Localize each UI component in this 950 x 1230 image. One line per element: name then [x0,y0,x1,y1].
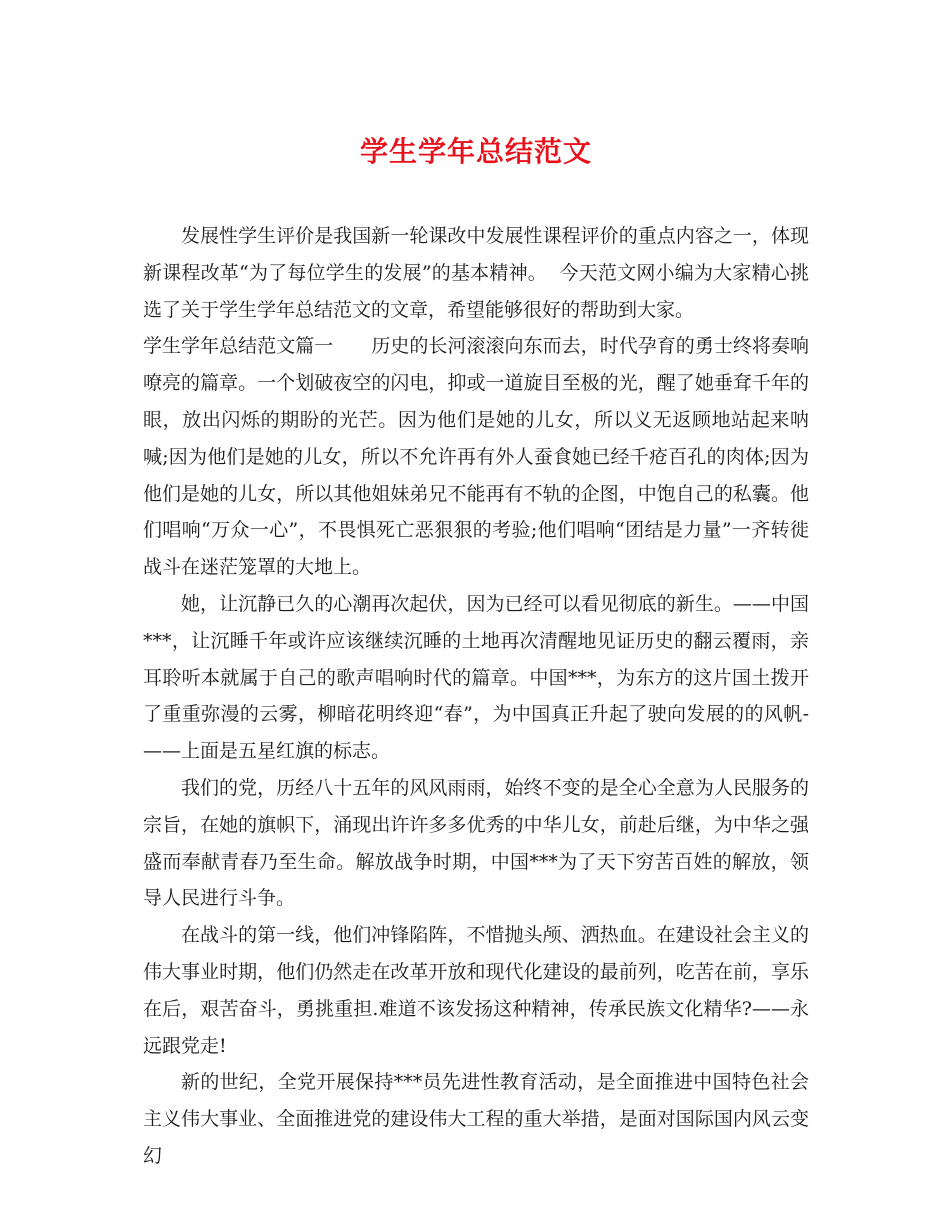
document-page [143,130,809,1175]
paragraph-new-century: 新的世纪，全党开展保持***员先进性教育活动，是全面推进中国特色社会主义伟大事业、全面推进党的建设伟大工程的重大举措，是面对国际国内风云变幻 [143,1071,809,1167]
paragraph-section-one: 学生学年总结范文篇一 历史的长河滚滚向东而去，时代孕育的勇士终将奏响嘹亮的篇章。一个划破夜空的闪电，抑或一道旋目至极的光，醒了她垂耷千年的眼，放出闪烁的期盼的光芒。因为他们是她的儿女，所以义无返顾地站起来呐喊;因为他们是她的儿女，所以不允许再有外人蚕食她已经千疮百孔的肉体;因为他们是她的儿女，所以其他姐妹弟兄不能再有不轨的企图，中饱自己的私囊。他们唱响“万众一心”，不畏惧死亡恶狠狠的考验;他们唱响“团结是力量”一齐转徙战斗在迷茫笼罩的大地上。 [143,335,809,579]
paragraph-intro: 发展性学生评价是我国新一轮课改中发展性课程评价的重点内容之一，体现新课程改革“为了每位学生的发展”的基本精神。 今天范文网小编为大家精心挑选了关于学生学年总结范文的文章，希望能够很好的帮助到大家。 [143,225,809,321]
paragraph-new-life: 她，让沉静已久的心潮再次起伏，因为已经可以看见彻底的新生。——中国***，让沉睡千年或许应该继续沉睡的土地再次清醒地见证历史的翻云覆雨，亲耳聆听本就属于自己的歌声唱响时代的篇章。中国***，为东方的这片国土拨开了重重弥漫的云雾，柳暗花明终迎“春”，为中国真正升起了驶向发展的的风帆-——上面是五星红旗的标志。 [143,592,809,763]
paragraph-front-line: 在战斗的第一线，他们冲锋陷阵，不惜抛头颅、洒热血。在建设社会主义的伟大事业时期，他们仍然走在改革开放和现代化建设的最前列，吃苦在前，享乐在后，艰苦奋斗，勇挑重担.难道不该发扬这种精神，传承民族文化精华?——永远跟党走! [143,924,809,1057]
document-title: 学生学年总结范文 [359,135,592,168]
document-body [143,218,809,1175]
paragraph-party-history: 我们的党，历经八十五年的风风雨雨，始终不变的是全心全意为人民服务的宗旨，在她的旗帜下，涌现出许许多多优秀的中华儿女，前赴后继，为中华之强盛而奉献青春乃至生命。解放战争时期，中国***为了天下穷苦百姓的解放，领导人民进行斗争。 [143,776,809,910]
